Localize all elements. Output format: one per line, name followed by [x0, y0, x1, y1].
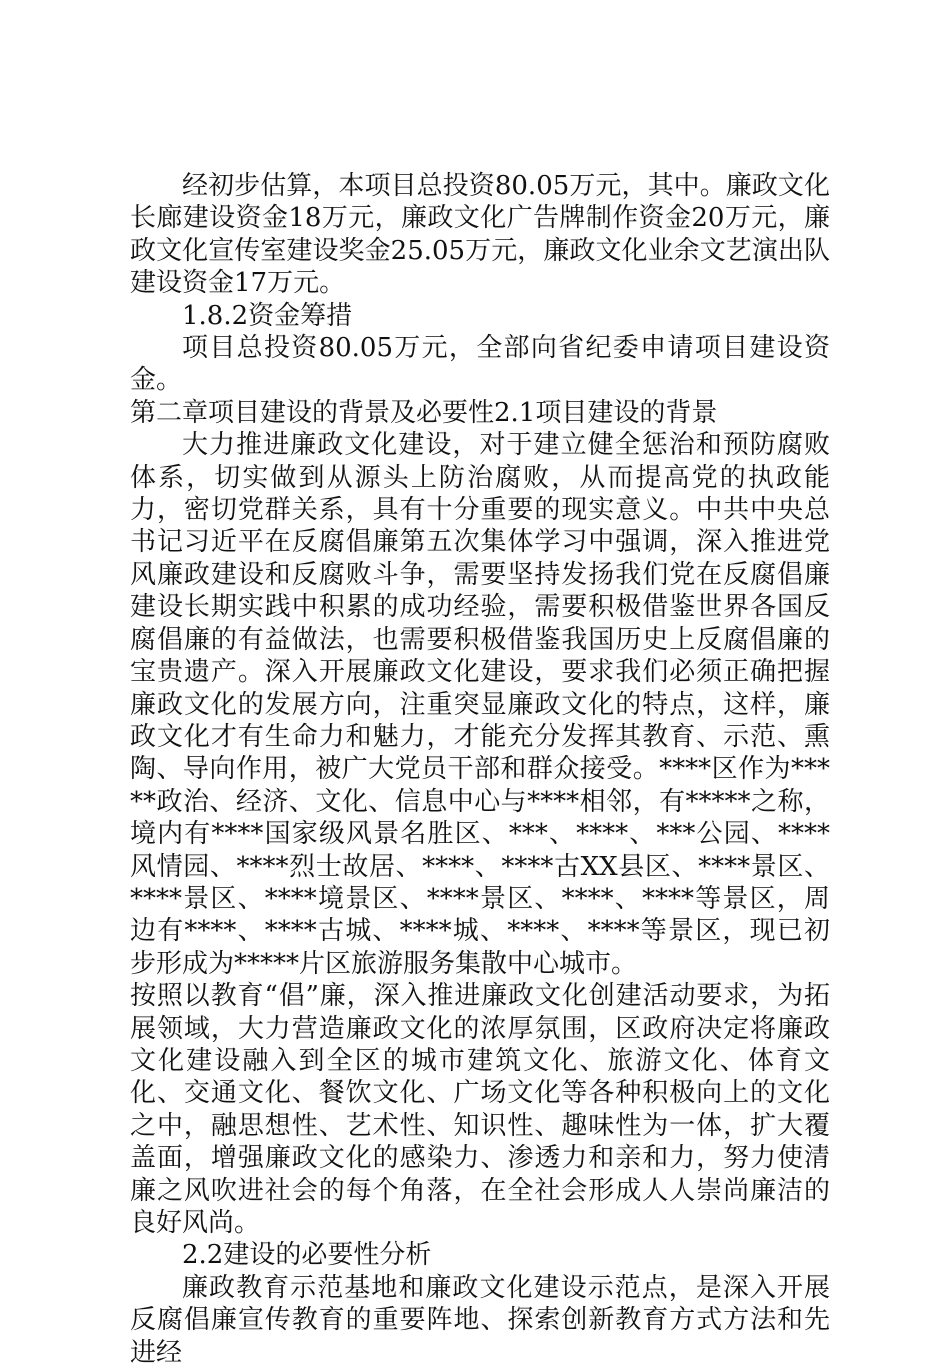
chapter-heading: 第二章项目建设的背景及必要性2.1项目建设的背景 [130, 397, 718, 428]
section-heading-fund-raising: 1.8.2资金筹措 [182, 300, 353, 331]
paragraph-investment-estimate: 经初步估算，本项目总投资80.05万元，其中。廉政文化长廊建设资金18万元，廉政文化广告牌制作资金20万元，廉政文化宣传室建设奖金25.05万元，廉政文化业余文艺演出队建设资金17万元。 [130, 171, 830, 299]
document-body [130, 170, 830, 1369]
paragraph-background: 大力推进廉政文化建设，对于建立健全惩治和预防腐败体系，切实做到从源头上防治腐败，从而提高党的执政能力，密切党群关系，具有十分重要的现实意义。中共中央总书记习近平在反腐倡廉第五次集体学习中强调，深入推进党风廉政建设和反腐败斗争，需要坚持发扬我们党在反腐倡廉建设长期实践中积累的成功经验，需要积极借鉴世界各国反腐倡廉的有益做法，也需要积极借鉴我国历史上反腐倡廉的宝贵遗产。深入开展廉政文化建设，要求我们必须正确把握廉政文化的发展方向，注重突显廉政文化的特点，这样，廉政文化才有生命力和魅力，才能充分发挥其教育、示范、熏陶、导向作用，被广大党员干部和群众接受。****区作为*****政治、经济、文化、信息中心与****相邻，有*****之称，境内有****国家级风景名胜区、***、****、***公园、****风情园、****烈士故居、****、****古XX县区、****景区、****景区、****境景区、****景区、****、****等景区，周边有****、****古城、****城、****、****等景区，现已初步形成为*****片区旅游服务集散中心城市。 [130, 430, 830, 979]
paragraph-measures: 按照以教育“倡”廉，深入推进廉政文化创建活动要求，为拓展领域，大力营造廉政文化的浓厚氛围，区政府决定将廉政文化建设融入到全区的城市建筑文化、旅游文化、体育文化、交通文化、餐饮文化、广场文化等各种积极向上的文化之中，融思想性、艺术性、知识性、趣味性为一体，扩大覆盖面，增强廉政文化的感染力、渗透力和亲和力，努力使清廉之风吹进社会的每个角落，在全社会形成人人崇尚廉洁的良好风尚。 [130, 981, 830, 1238]
paragraph-fund-raising: 项目总投资80.05万元，全部向省纪委申请项目建设资金。 [130, 333, 830, 396]
section-heading-necessity: 2.2建设的必要性分析 [182, 1240, 432, 1271]
paragraph-necessity: 廉政教育示范基地和廉政文化建设示范点，是深入开展反腐倡廉宣传教育的重要阵地、探索创新教育方式方法和先进经 [130, 1272, 830, 1368]
